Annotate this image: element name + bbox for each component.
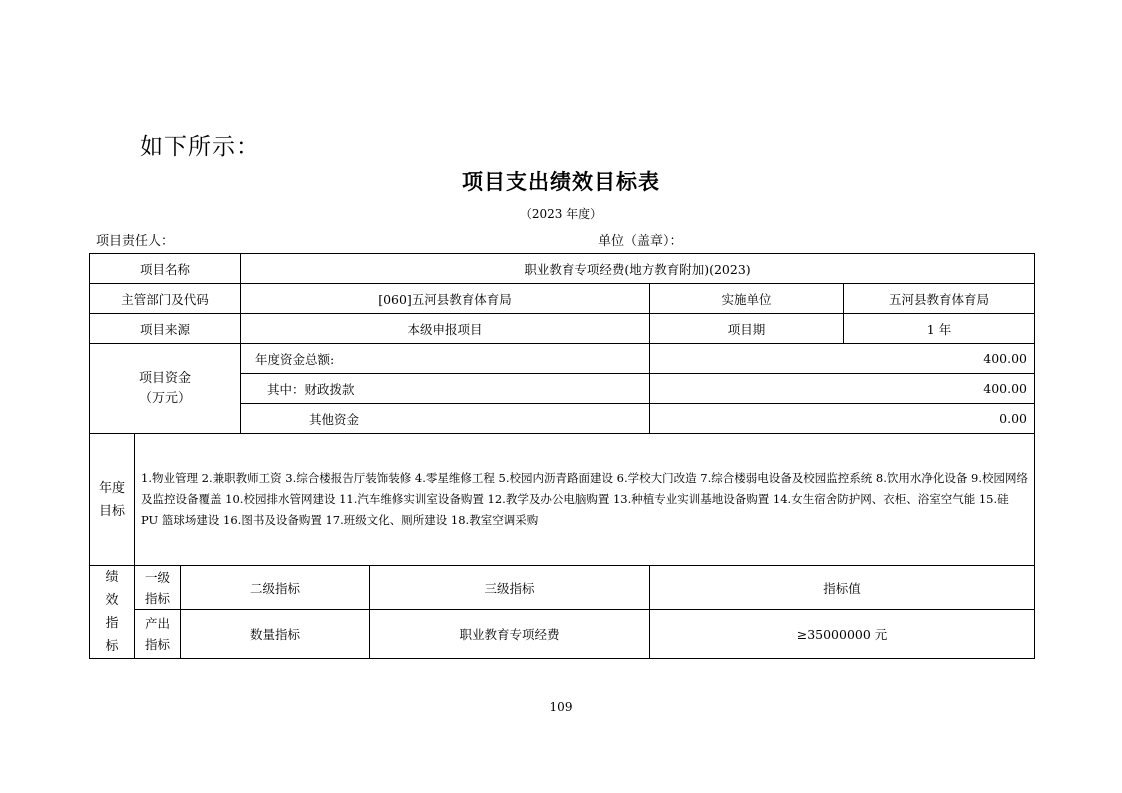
level3-header: 三级指标 (370, 566, 650, 610)
annual-goal-text: 1.物业管理 2.兼职教师工资 3.综合楼报告厅装饰装修 4.零星维修工程 5.校园内沥青路面建设 6.学校大门改造 7.综合楼弱电设备及校园监控系统 8.饮用水净化设备 9.校园网络及监控设备覆盖 10.校园排水管网建设 11.汽车维修实训室设备购置 12.教学及办公电脑购置 13.种植专业实训基地设备购置 14.女生宿舍防护网、衣柜、浴室空气能 15.硅 PU 篮球场建设 16.图书及设备购置 17.班级文化、厕所建设 18.教室空调采购 (135, 434, 1035, 566)
project-source-value: 本级申报项目 (241, 314, 650, 344)
source-row (90, 314, 1035, 344)
project-fund-label-line1: 项目资金 (138, 370, 191, 386)
project-fund-label (90, 344, 241, 434)
level1-output-line1: 产出 (144, 616, 170, 632)
annual-goal-label-line1: 年度 (98, 480, 125, 496)
project-fund-label-line2: （万元） (138, 390, 191, 406)
project-name-label: 项目名称 (90, 254, 241, 284)
level3-fund-cell: 职业教育专项经费 (370, 610, 650, 659)
department-value: [060]五河县教育体育局 (241, 284, 650, 314)
project-source-label: 项目来源 (90, 314, 241, 344)
indicator-value-header: 指标值 (650, 566, 1035, 610)
annual-goal-row (90, 434, 1035, 566)
indicator-value-cell: ≥35000000 元 (650, 610, 1035, 659)
annual-goal-label-line2: 目标 (98, 503, 125, 519)
implementing-unit-label: 实施单位 (650, 284, 844, 314)
project-period-value: 1 年 (844, 314, 1035, 344)
performance-indicator-label (90, 566, 135, 659)
fiscal-fund-value: 400.00 (650, 374, 1035, 404)
performance-indicator-char-3: 指 (105, 616, 119, 631)
annual-total-label: 年度资金总额: (241, 344, 650, 374)
annual-goal-label (90, 434, 135, 566)
indicator-row (90, 610, 1035, 659)
level1-output-cell (135, 610, 181, 659)
responsible-person-label: 项目责任人： (96, 234, 175, 249)
performance-indicator-char-4: 标 (105, 639, 119, 654)
implementing-unit-value: 五河县教育体育局 (844, 284, 1035, 314)
level1-output-line2: 指标 (144, 637, 170, 653)
performance-indicator-char-2: 效 (105, 593, 119, 608)
indicator-header-row (90, 566, 1035, 610)
fund-total-row (90, 344, 1035, 374)
department-row (90, 284, 1035, 314)
project-name-row (90, 254, 1035, 284)
level1-header-line2: 指标 (144, 590, 170, 606)
level1-header-line1: 一级 (144, 569, 170, 585)
department-label: 主管部门及代码 (90, 284, 241, 314)
annual-total-value: 400.00 (650, 344, 1035, 374)
project-name-value: 职业教育专项经费(地方教育附加)(2023) (241, 254, 1035, 284)
fiscal-fund-label: 其中：财政拨款 (241, 374, 650, 404)
project-period-label: 项目期 (650, 314, 844, 344)
other-fund-label: 其他资金 (241, 404, 650, 434)
page-title: 项目支出绩效目标表 (462, 170, 660, 194)
performance-indicator-char-1: 绩 (105, 570, 119, 585)
year-subtitle: （2023 年度） (519, 207, 603, 221)
other-fund-value: 0.00 (650, 404, 1035, 434)
unit-stamp-label: 单位（盖章）： (598, 234, 683, 249)
level2-header: 二级指标 (181, 566, 370, 610)
page-number: 109 (549, 700, 573, 714)
level1-header (135, 566, 181, 610)
level2-quantity-cell: 数量指标 (181, 610, 370, 659)
intro-text: 如下所示： (140, 134, 260, 160)
performance-target-table (89, 253, 1035, 659)
